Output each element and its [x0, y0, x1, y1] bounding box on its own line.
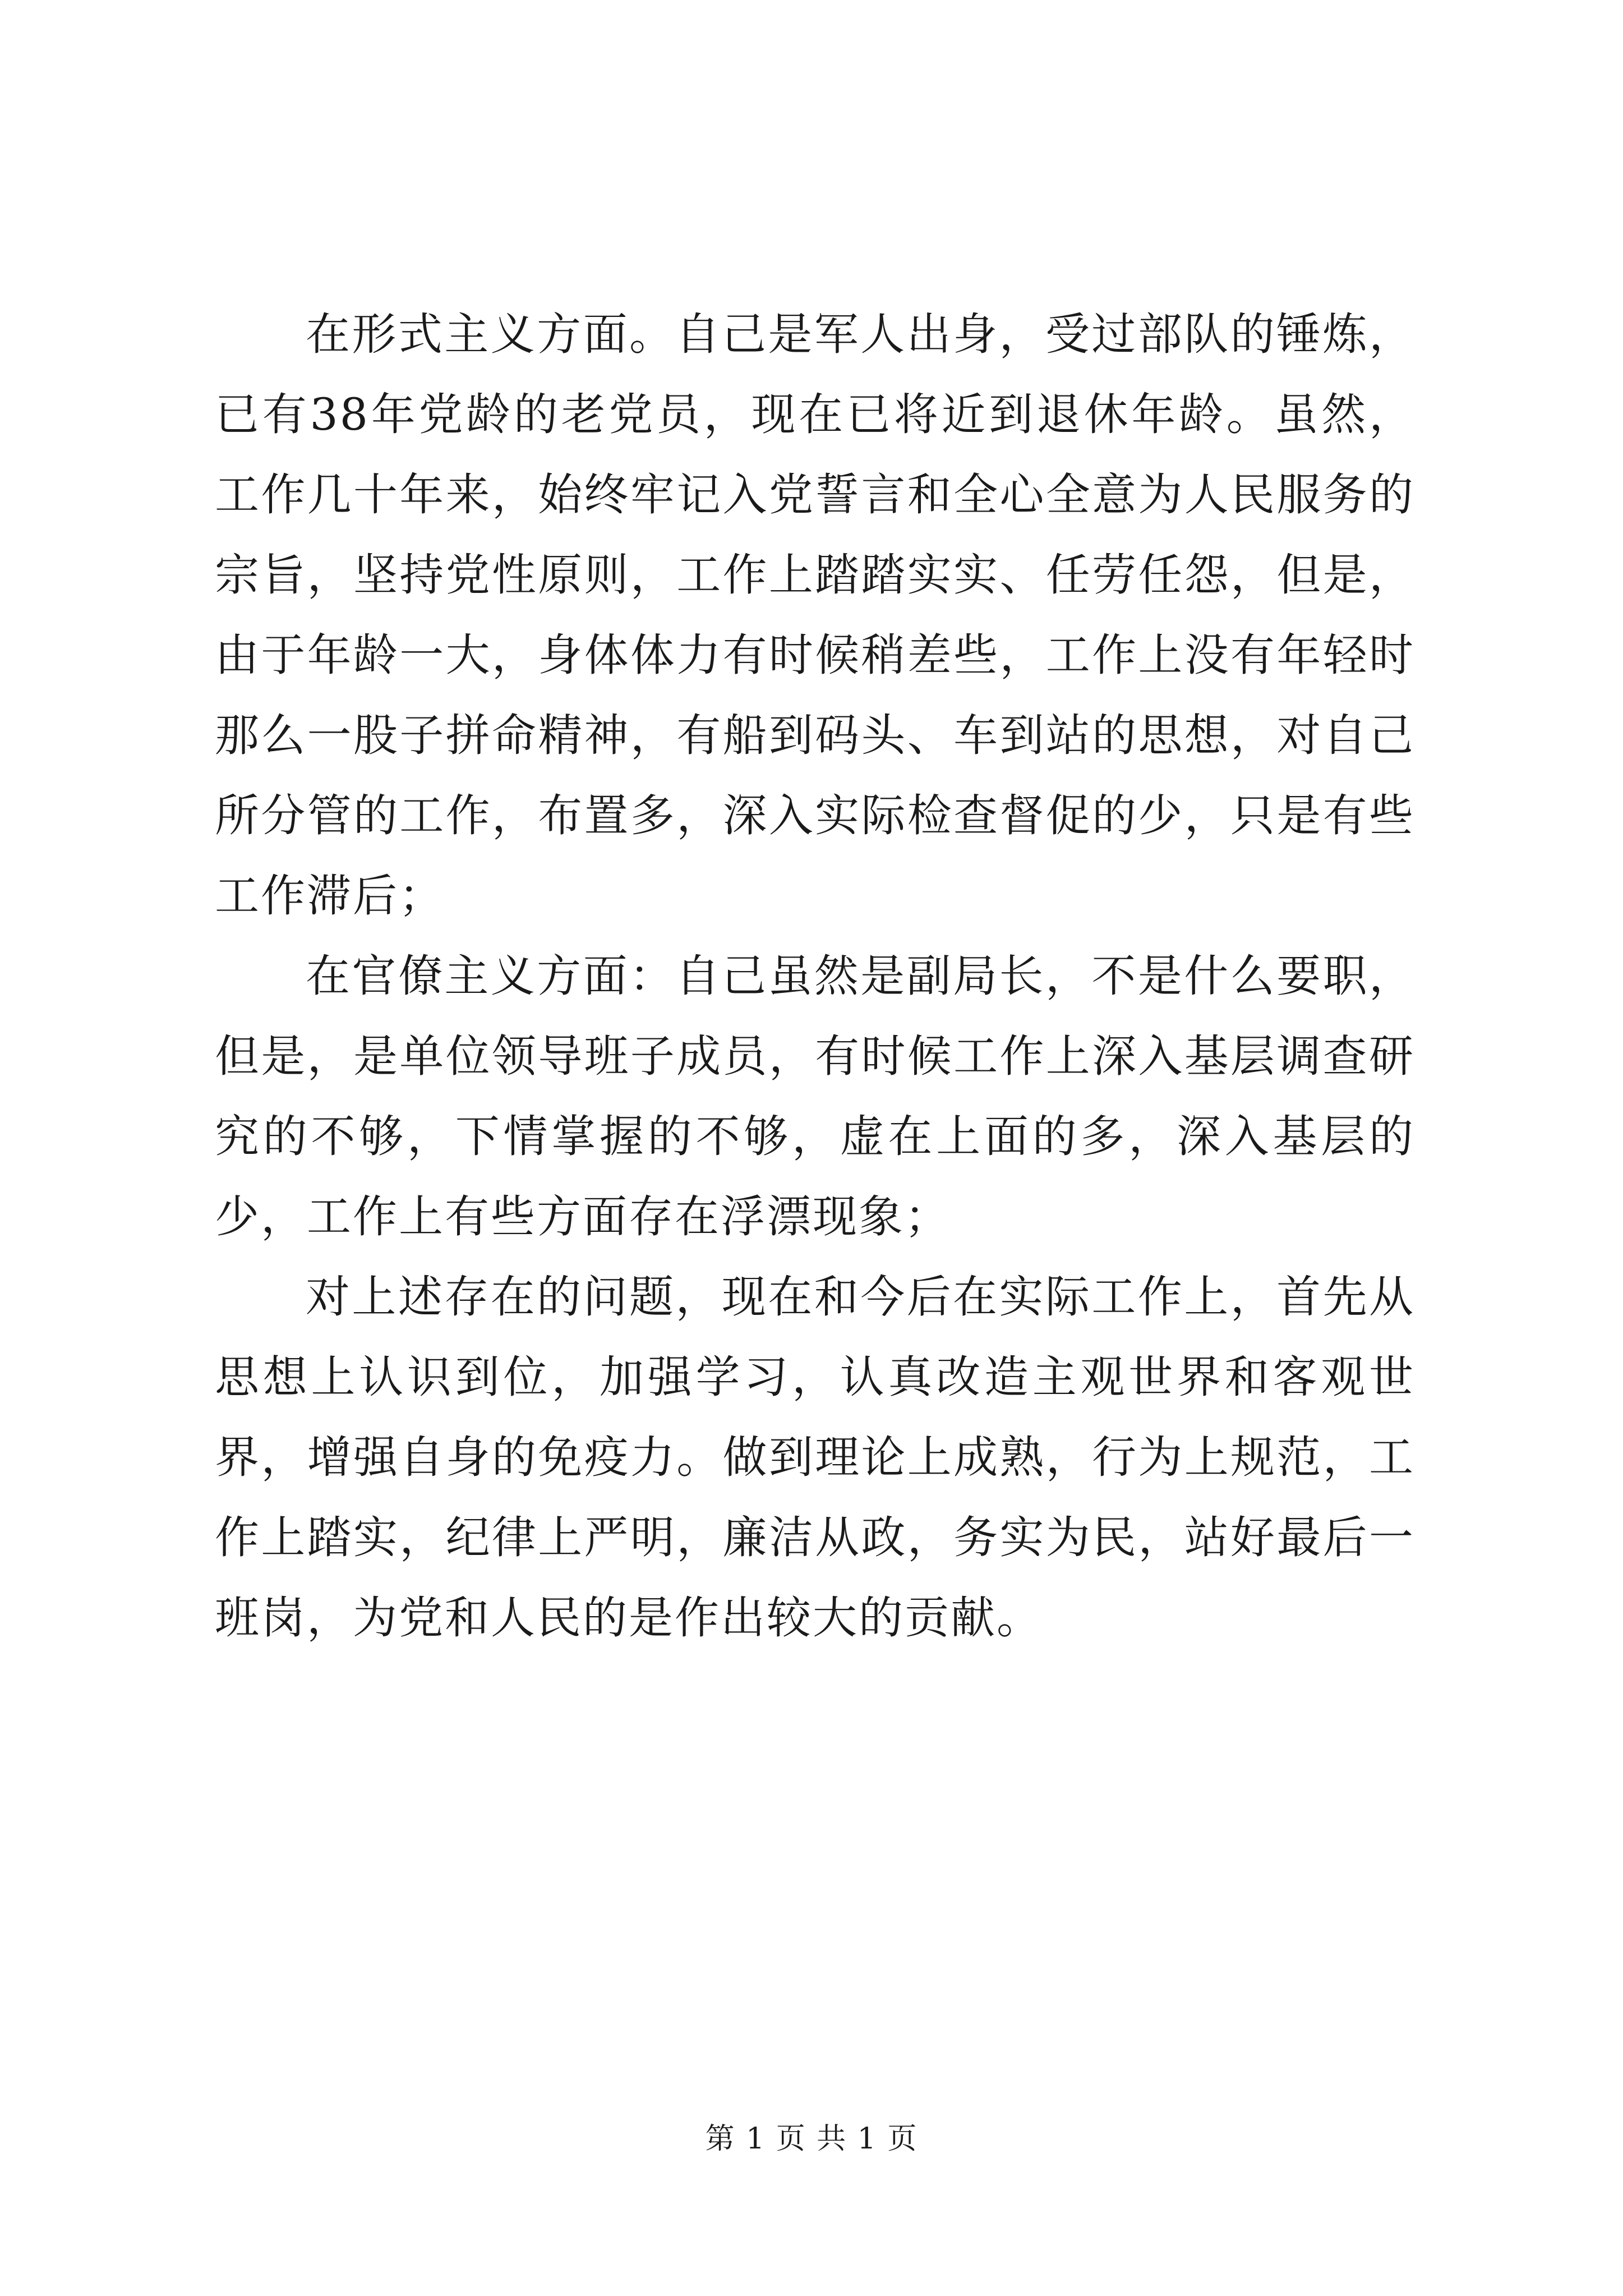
paragraph-formalism: 在形式主义方面。自己是军人出身，受过部队的锤炼，已有38年党龄的老党员，现在已将近到退休年龄。虽然，工作几十年来，始终牢记入党誓言和全心全意为人民服务的宗旨，坚持党性原则，工作上踏踏实实、任劳任怨，但是，由于年龄一大，身体体力有时候稍差些，工作上没有年轻时那么一股子拼命精神，有船到码头、车到站的思想，对自己所分管的工作，布置多，深入实际检查督促的少，只是有些工作滞后；	[215, 309, 1415, 922]
page-footer: 第 1 页 共 1 页	[705, 2122, 918, 2156]
paragraph-rectification: 对上述存在的问题，现在和今后在实际工作上，首先从思想上认识到位，加强学习，认真改造主观世界和客观世界，增强自身的免疫力。做到理论上成熟，行为上规范，工作上踏实，纪律上严明，廉洁从政，务实为民，站好最后一班岗，为党和人民的是作出较大的贡献。	[215, 1271, 1415, 1644]
document-body	[215, 295, 1415, 1658]
paragraph-bureaucratism: 在官僚主义方面：自己虽然是副局长，不是什么要职，但是，是单位领导班子成员，有时候工作上深入基层调查研究的不够，下情掌握的不够，虚在上面的多，深入基层的少，工作上有些方面存在浮漂现象；	[215, 950, 1415, 1243]
